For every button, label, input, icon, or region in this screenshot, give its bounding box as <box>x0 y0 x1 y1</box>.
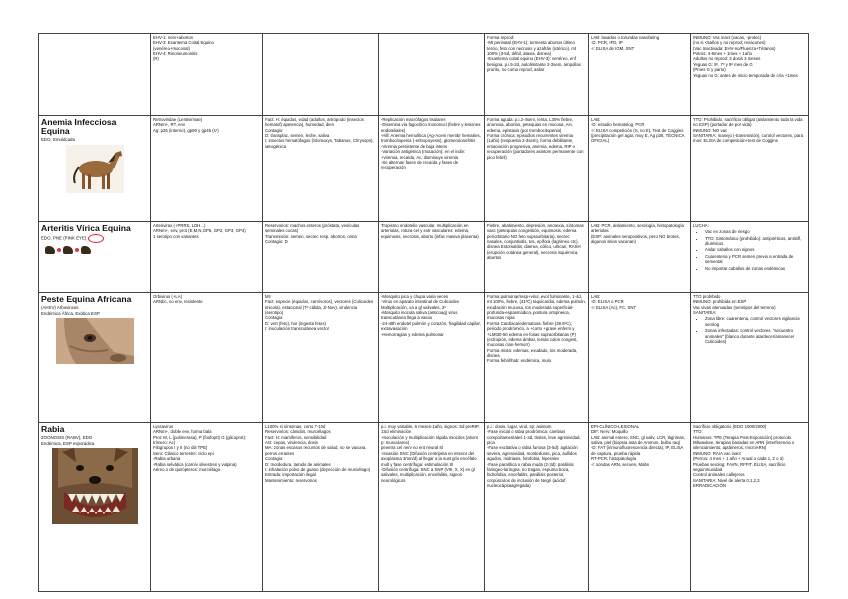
disease-cell-aie <box>39 116 151 222</box>
disease-status: EDO, Emuldcada <box>41 137 75 143</box>
etiology-cell: Arteriviras (+PRRS, LDH...) ARNm+, env, prot (E,M,N,GP5, GP2, GP3, GP4) 1 serotipo con variantes <box>151 222 263 293</box>
list-item: • Zonas infectadas: control vectores, "secuestro animales" (blanco durante atardecer/amanecer Culicoides) <box>705 328 806 344</box>
etiology-cell: Lyssavirus ARNm+, doble env, forma bala Prot: M, L (polimerasa), P (fosfoprt) G (glicoprot): trímero: Ac) Filogrupos I y II (no útil TPE) Sero: Clásico terrestre: ciclo epi -Rabia urbana -Rabia selvática (carnív silvestres y vulpina) Aéreo o de quirópteros: murciélago <box>151 423 263 592</box>
horse-icon <box>81 246 91 254</box>
list-item: • No importar caballos de zonas endémicas <box>705 266 806 271</box>
rabid-dog-image <box>52 448 138 524</box>
list-item: • Cuarentena y PCR semen previo a entrada de semental <box>705 254 806 265</box>
horse-icons <box>41 246 148 254</box>
virus-icon <box>57 248 61 252</box>
list-item: • Vac en zonas de riesgo <box>705 229 806 234</box>
clinic-cell: Forma aguda: p.i.2-4sem, lenta, L30% fiebre, anorexia, abortos, petequias en mucosa, AH, edema, epistaxis (por trombocitopenia) Forma crónica: episodios recurrentes viremia (1año) (respuesta 2-3sem), forma debilitante, emaciación progresiva, anemia, edema, RIP o recuperación (portadores asintom permanente con pico febril) <box>485 116 589 222</box>
control-cell: TTO prohibido INMUNO: prohibida en ESP Vac vivas atenuadas (serotipos del terreno) SANITARIA: • Zona libre: cuarentena, control vectores vigilancia serolog • Zonas infectadas: control vectores, "secuestro animales" (blanco durante atardecer/amanecer Culicoides) <box>691 293 809 423</box>
eye-icon <box>88 234 104 243</box>
virus-icon <box>75 248 79 252</box>
disease-name: Peste Equina Africana <box>41 294 132 304</box>
diagnosis-cell: LAB: PCR, aislamiento, serología, histopatología arteriolas (ESP: animales seropositivos, pero NO brotes, algunos sitios vacunan) <box>589 222 691 293</box>
disease-cell-rabia <box>39 423 151 592</box>
etiology-cell: EHV-1: nerv+abortos EHV-3: Exantema Coital Equino (venéreo+mocosal) EHV-4: Rinoneumonitis (R) <box>151 34 263 116</box>
pathogeny-cell: -Mosquito pica y chupa varia veces -Virus en aparato intestinal de Culicoides Multiplicación, va a gl salivales, 2º -Mosquito inocula saliva (anticoag) virus transcutánea llega a vasos -24-48h endotel pulmón y corazón, fragilidad capilar, extravasación -Hemorragias y edema pulmonar <box>379 293 485 423</box>
pathogeny-cell: Tropismo endotelio vascular, multiplicación en arteriolas, rotura cel y extr vasculares: edema, equimosis, necrosis, aborto (infac masiva placenta) <box>379 222 485 293</box>
control-cell: LUCHA: • Vac en zonas de riesgo • TTO: Sintomático (prohibido): antipiréticos, antiinfl, diuréticos • Aislar caballos con signos • Cuarentena y PCR semen previo a entrada de semental • No importar caballos de zonas endémicas <box>691 222 809 293</box>
epidemiology-cell: Mt↑ Fact: especie (équidos, carnívoros), vectores (Culicoides imicola), estacional (Tº cálida, Jl-Nov), virulencia (serotipo) Contagio: D: vert (feto), hor (ingesta fetos) I: inoculación transcutánea vector <box>263 293 379 423</box>
disease-status: ZOONOSIS (RABV), EDO Endémica, ESP esporádica <box>41 435 95 446</box>
epidemiology-cell: L100% si síntomas, corto 7-10d Reservorios: cánidos, murciélagos Fact: H: mamíferos, sensibilidad AG: cepas, virulencia, dosis MA: zonas escasos recursos de salud, no se vacuna, perros errantes Contagio: D: mordedura, lamido de animales I: inhalación polvo de guano (deyección de murciélago) Entrada: importación ilegal Mantenimiento: reservorios <box>263 423 379 592</box>
control-cell: Sacrificio obligatorio (EDO 1000/2000) TTO: Humanos: TPE (Terapia Post-Exposición) protocolo Milwaukee, terapias basadas en ARN (interferencia o silenciamiento, aptámeros, microARN) INMUNO: RAIA vac inact (Perros: 4 mes + 1 año + Anual o cada 1, 2 o 3) Pruebas serolog: FAVN, RFFIT, ELISA, sacrificio seguinmunidad Control animales callejeros SANITARIA: Nivel de alerta 0,1,2,3 ERRADICACIÓN <box>691 423 809 592</box>
clinic-cell: Forma reprod: -Mt perinatal (EHV-1): tormenta abortos último tercio, feto con necrosis y azafrán (ictérico), mt 100% (3-5d, débil, ataxia, disnea) -Exantema coital equino (EHV-3): venéreo, enf benigna, p.i.5-2d, autolimitante 2-3sem, ampollas prurito, no como reprod, asilar <box>485 34 589 116</box>
epidemiology-cell: Fact: H: équidos, edad (adultos, artrópodo (insectos hematof) apetencia), humedad, dien Contagio: D: transplac, semen, leche, saliva I: insectos hematófagos (Stomoxys, Tabanus, Chrysops), iatrogénica <box>263 116 379 222</box>
epidemiology-cell: Reservorios: machos enteros (próstata, vesículas seminales cocas) Transmisión: semen, secrec resp, abortos, orina Contagio: D <box>263 222 379 293</box>
disease-table <box>38 33 809 592</box>
pathogeny-cell: p.i. muy variable, 6 meses-1año, signos: Sd preRIP, 1Sd eliminación -Inoculación y multiplicación rápida miocitos (ahorn p: musculares) penetra cel nerv no ent neural Sl -Invasión SNC (Difusión centripeta en interior del axoplasma 3mm/d) al llegar a la sust gris encéfalo mult y fase centrífuga: estimulación Sl -Difusión centrífuga: SNC a SNP (VIII, X, X) en gl salivales, multiplicación, encefalitis, signos neurológicos <box>379 423 485 592</box>
disease-cell-ehv <box>39 34 151 116</box>
disease-cell-pea <box>39 293 151 423</box>
disease-name: Arteritis Vírica Equina <box>41 223 131 233</box>
list-item: • TTO: Sintomático (prohibido): antipiréticos, antiinfl, diuréticos <box>705 236 806 247</box>
pathogeny-cell <box>379 34 485 116</box>
disease-name: Rabia <box>41 424 65 434</box>
disease-status: (AHSV) Arbovirosis Endémica África, Exótica ESP <box>41 305 100 316</box>
pathogeny-cell: -Replicación macrófagos tisulares -Disemina vía fagocítico mononucl (fiebre y lesiones endoteliales) -Hill: Anemia hemolítica (Ag-Acem membr hematíes, trombocitopenia (-eritropoyesis), glomerulonefritis -Viremia persistente de baja intens -Variación antigénica (mutación): en el indiv: +viremia, recaída, Ac, disminuye viremia -Se alternan fases de recaída y fases de recuperación <box>379 116 485 222</box>
control-list <box>699 229 806 271</box>
horse-icon <box>63 246 73 254</box>
horse-icon <box>45 246 55 254</box>
clinic-cell: Fiebre, abatimiento, depresión, anorexia, síntomas vasc (petequias congestión, equimosis, edema periorbitario NO feto supraorbitaria), secrec nasales, conjuntivitis, tos, epífora (lagrimeo ctc), disnea Estomatitis, diarrea, cólico, urticari, RASH (erupción cutánea general), necrosis isquémica, abortos <box>485 222 589 293</box>
list-item: • Aislar caballos con signos <box>705 247 806 252</box>
list-item: • Zona libre: cuarentena, control vectores vigilancia serolog <box>705 316 806 327</box>
disease-cell-ave <box>39 222 151 293</box>
etiology-cell: Orbivirus (+LA) ARNbc, no env, resistente <box>151 293 263 423</box>
control-cell: INMUNO: Vac inact (vacas, -protec) (no si <5años y no reprod; revacunes) (Vac Inactivada: EHV-no/Fluenza+Tétanos) Potros: 4-6mes + 1mes + 1año Adultos no reprod: 3 dosis 3 meses Yeguas G: 5º, 7º y 9º mes de G (Pmes G y parto) Yeguas no G: antes de inicio temporada de cría +1mes <box>691 34 809 116</box>
clinic-cell: Forma pulmonar/resp+virul, evol fulminante, 1-4d, mt 100%, fiebre, (41ºC) taquicardia, edema pulmón, exudación mucosa, tos moderada superficial-profunda-espasmódica, postura ortopneica, mucosas rojas Forma Cardíaca/edematosa: fiebre (39.5ºC), periodo prodrómico, a +corto +grave enferm y +LMt30-50 edema en fosas supraorbitarias (P) (ectropión, edema ámbar, tenias colon congest, mucosas cian-hemorr) Forma mixta: edemas, exudado, tos moderada, disnea Forma febril/hab: endémica, mulo <box>485 293 589 423</box>
etiology-cell: Retroviridae (Lentivirinae) ARNm+, RT, env Ag: p26 (interno), gp90 y gp45 (s¹) <box>151 116 263 222</box>
donkey-face-image <box>56 318 134 364</box>
horse-image <box>66 145 124 193</box>
diagnosis-cell: LAB: lavados o torundas nasofaring -D: PCR, IFD, IP -I: ELISA de IGM, SNT <box>589 34 691 116</box>
diagnosis-cell: LAB: -D: estudio hematolog, PCR -I: ELISA competición (S, no E), Test de Coggins (precipitación gel agar, muy E, Ag p26, TÉCNICA OFICIAL) <box>589 116 691 222</box>
diagnosis-cell: LAB: -D: ELISA o PCR -I: ELISA (Ac), FC, SNT <box>589 293 691 423</box>
control-cell: TTO: Prohibido, sacrificio obligat (aislamiento toda la vida no ESP) (portador de por vida) INMUNO: NO vac SANITARIA: manejo (-transmisión), control vectores, para mov: ELISA de competición+test de Coggins <box>691 116 809 222</box>
clinic-cell: p.i.: dosis, lugar, virul, sp: asintom -Fase inicial o rabia prodrómica: cambios comportamentales 1-3d, tristes, leve agresividad, pica -Fase excitativa o rabia furiosa (3-5d): agitación severa, agresividad, mordeduras, pica, aullidos agudos, midriasis, fotofobia, hiperalex -Fase paralítica o rabia muda (2-3d): parálisis faringeo-laríngea, no tragan, espuma boca, hidrofobia, encefalitis, parálisis posterior, corpúsculos de inclusión de Negri (acidof, nucleocápsaagregada) <box>485 423 589 592</box>
disease-status: EDO, PNE (PINK EYE) <box>41 234 148 243</box>
epidemiology-cell <box>263 34 379 116</box>
diagnosis-cell: EPI-CLÍNICO-LESIONAL DIF: Nerv: Moquillo LAB: animal entero, SNC, gl saliv, LCR, lágrimas, saliva, piel (biopsia asta de Ammon, bulbo raq) -D: FAT (inmunofluorescencia directa), IP, ELISA de captura, prueba rápida RT-PCR, histopatología -I: sondas ARN, secuen, Mabs <box>589 423 691 592</box>
disease-name: Anemia Infecciosa Equina <box>41 117 117 137</box>
control-list <box>699 316 806 344</box>
